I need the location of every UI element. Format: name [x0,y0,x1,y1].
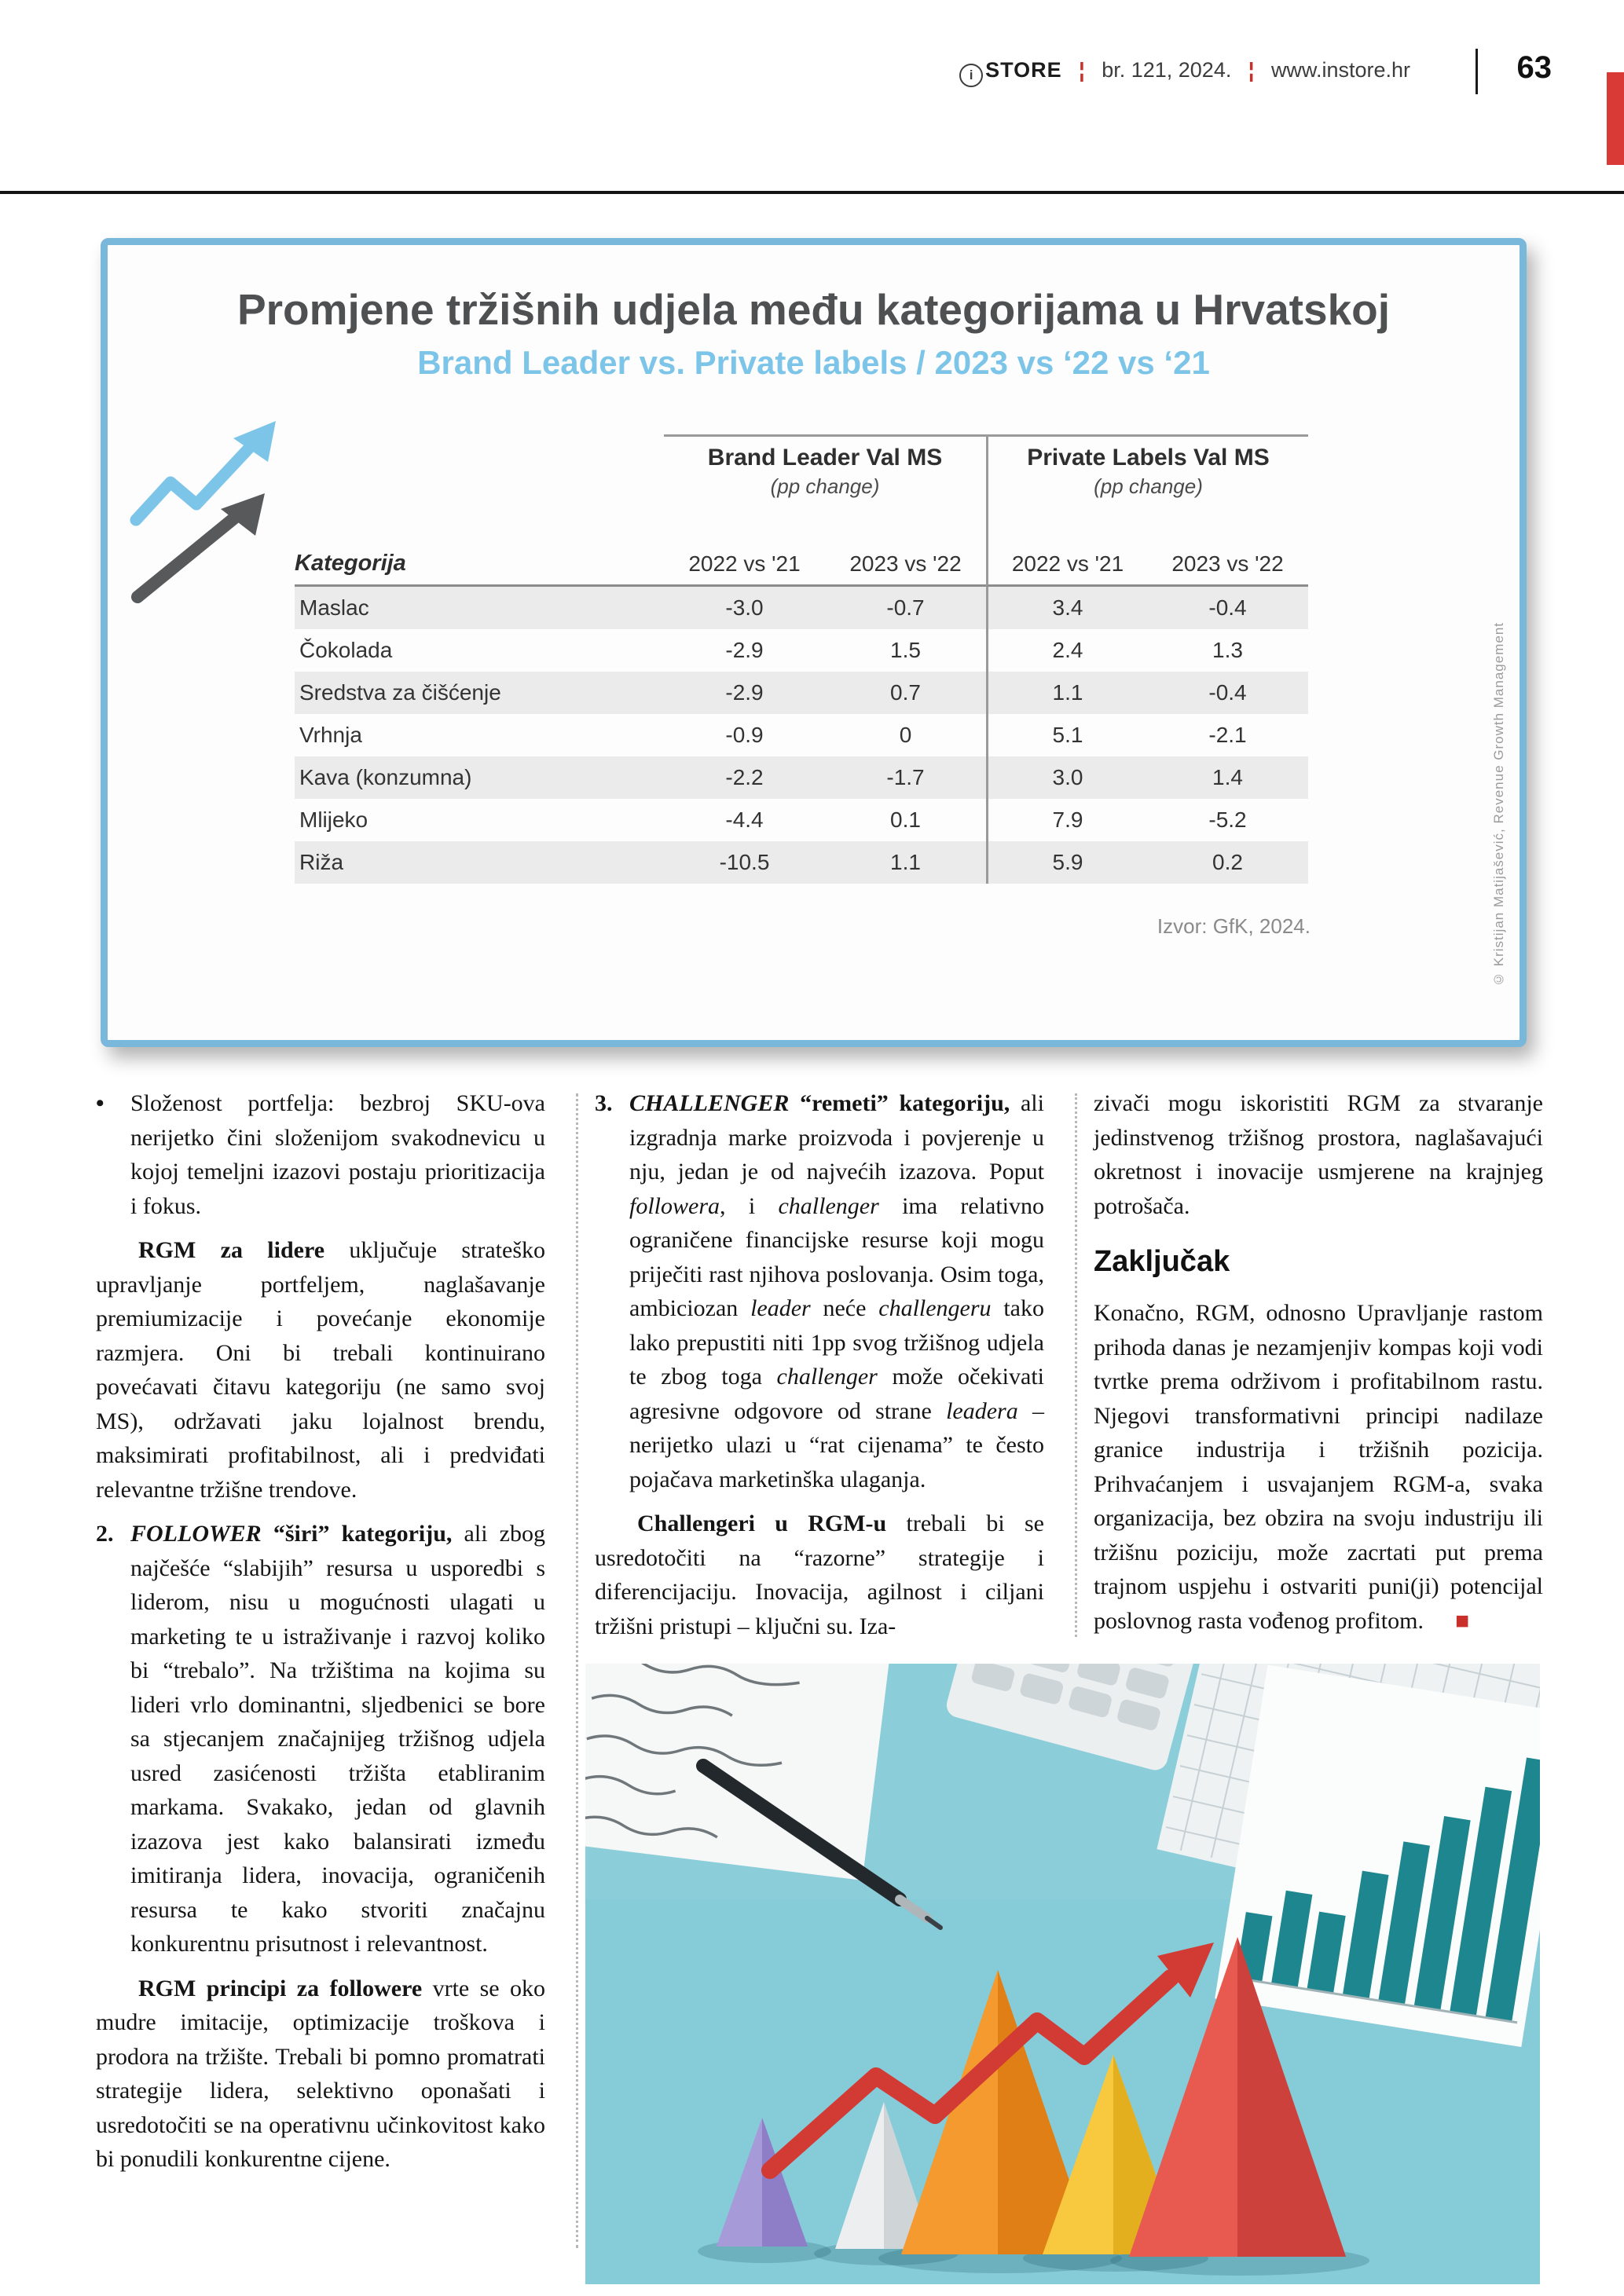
paragraph: zivači mogu iskoristiti RGM za stvaranje jedinstvenog tržišnog prostora, naglašavajući okretnost i inovacije usmjerene na krajnjeg potrošača. [1094,1090,1543,1219]
column-separator [576,1093,578,2248]
chart-source: Izvor: GfK, 2024. [1157,914,1311,938]
group-sub: (pp change) [770,474,880,498]
value-cell: -0.4 [1147,587,1308,629]
value-cell: 1.1 [825,841,986,884]
growth-concept-photo [585,1664,1540,2284]
value-cell: -2.2 [664,756,825,799]
category-cell: Mlijeko [299,807,368,832]
paragraph: 3. CHALLENGER “remeti” kategoriju, ali izgradnja marke proizvoda i povjerenje u nju, jedan je od najvećih izazova. Poput followera, i challenger ima relativno ograničene financijske resurse koji mogu priječiti rast njihova poslovanja. Osim toga, ambiciozan leader neće challengeru tako lako prepustiti niti 1pp svog tržišnog udjela te zbog toga challenger može očekivati agresivne odgovore od strane leadera – nerijetko ulazi u “rat cijenama” te često pojačava marketinška ulaganja. [595,1086,1044,1496]
separator: ¦ [1248,58,1255,82]
column-separator [1075,1093,1077,1637]
column-header: 2022 vs '21 [664,536,825,587]
group-header-private-labels [986,434,1308,536]
value-cell: -0.7 [825,587,986,629]
value-cell: -2.1 [1208,723,1247,747]
separator: ¦ [1079,58,1085,82]
value-cell: -5.2 [1208,807,1247,832]
header-meta [959,58,1410,87]
header-rule [0,191,1624,194]
section-heading: Zaključak [1094,1245,1230,1278]
value-cell: 0 [899,723,912,747]
value-cell: -1.7 [825,756,986,799]
end-mark: ■ [1454,1607,1470,1634]
category-cell: Riža [295,841,664,884]
column-header: 2023 vs '22 [1147,536,1308,587]
value-cell: -0.4 [1147,672,1308,714]
category-cell: Čokolada [299,638,393,662]
column-header: 2023 vs '22 [825,536,986,587]
value-cell: 1.4 [1147,756,1308,799]
chart-title: Promjene tržišnih udjela među kategorijama u Hrvatskoj [236,285,1391,334]
value-cell: 1.3 [1212,638,1243,662]
website-url: www.instore.hr [1270,58,1410,82]
notebook [585,1664,894,1880]
value-cell: 7.9 [986,799,1147,841]
paragraph: Konačno, RGM, odnosno Upravljanje rastom prihoda danas je nezamjenjiv kompas koji vodi tvrtke prema održivom i profitabilnom rastu. Njegovi transformativni principi nadilaze granice industrija i tržišnih pozicija. Prihvaćanjem i usvajanjem RGM-a, svaka organizacija, bez obzira na svoju industriju ili tržišnu poziciju, može zacrtati put prema trajnom uspjehu i ostvariti puni(ji) potencijal poslovnog rasta vođenog profitom. ■ [1094,1300,1543,1634]
category-cell: Vrhnja [299,723,362,747]
column-header: 2022 vs '21 [986,536,1147,587]
value-cell: -2.9 [664,672,825,714]
article-column-3 [1094,1086,1543,1648]
value-cell: -3.0 [664,587,825,629]
paragraph: • Složenost portfelja: bezbroj SKU-ova nerijetko čini složenijom svakodnevicu u kojoj temeljni izazovi postaju prioritizacija i fokus. [96,1086,545,1223]
magazine-logo: STORE [985,58,1062,82]
table-corner [295,434,664,536]
article-column-2 [595,1086,1044,1653]
value-cell: 2.4 [986,629,1147,672]
value-cell: -0.9 [725,723,764,747]
value-cell: -10.5 [664,841,825,884]
group-label: Brand Leader Val MS [707,445,943,471]
value-cell: -4.4 [725,807,764,832]
header-divider [1476,49,1478,94]
page-number: 63 [1516,50,1552,85]
value-cell: 0.1 [890,807,921,832]
paragraph: RGM principi za followere vrte se oko mudre imitacije, optimizacije troškova i prodora na tržište. Trebali bi pomno promatrati strategije lidera, selektivno oponašati i usredotočiti se na operativnu učinkovitost kako bi ponudili konkurentne cijene. [96,1975,545,2172]
category-cell: Maslac [295,587,664,629]
paragraph: RGM za lidere uključuje strateško upravljanje portfeljem, naglašavanje premiumizacije i povećanje ekonomije razmjera. Oni bi trebali kontinuirano povećavati čitavu kategoriju (ne samo svoj MS), održavati jaku lojalnost brendu, maksimirati profitabilnost, ali i predviđati relevantne tržišne trendove. [96,1237,546,1503]
issue-number: br. 121, 2024. [1102,58,1232,82]
article-column-1 [96,1086,545,2187]
column-header-category: Kategorija [295,536,664,587]
value-cell: 5.9 [986,841,1147,884]
group-sub: (pp change) [1094,474,1203,498]
value-cell: 0.2 [1147,841,1308,884]
page-edge-marker [1607,72,1624,165]
value-cell: 5.1 [986,714,1147,756]
value-cell: 1.1 [986,672,1147,714]
chart-watermark: © Kristijan Matijašević, Revenue Growth Management [1491,622,1506,987]
list-number: 2. [96,1521,114,1547]
page-header [0,49,1624,104]
paragraph: 2. FOLLOWER “širi” kategoriju, ali zbog najčešće “slabijih” resursa u usporedbi s liderom, nisu u mogućnosti ulagati u marketing te u istraživanje i razvoj koliko bi “trebalo”. Na tržištima na kojima su lideri vrlo dominantni, sljedbenici se bore sa stjecanjem značajnijeg tržišnog udjela usred zasićenosti tržišta etabliranim markama. Svakako, jedan od glavnih izazova jest kako balansirati između imitiranja lidera, inovacija, ograničenih resursa te kako stvoriti značajnu konkurentnu prisutnost i relevantnost. [96,1517,545,1961]
category-cell: Kava (konzumna) [295,756,664,799]
group-label: Private Labels Val MS [1027,445,1270,471]
market-share-table [295,434,1308,884]
paragraph: Challengeri u RGM-u trebali bi se usredotočiti na “razorne” strategije i diferencijaciju. Inovacija, agilnost i ciljani tržišni pristupi – ključni su. Iza- [595,1511,1044,1639]
value-cell: 0.7 [825,672,986,714]
category-cell: Sredstva za čišćenje [295,672,664,714]
value-cell: -2.9 [725,638,764,662]
list-number: 3. [595,1090,613,1116]
value-cell: 3.0 [986,756,1147,799]
group-header-brand-leader [664,434,986,536]
logo-icon: i [959,64,983,87]
market-share-chart-box [101,238,1527,1047]
bullet-marker: • [96,1090,104,1116]
value-cell: 1.5 [890,638,921,662]
chart-subtitle: Brand Leader vs. Private labels / 2023 vs ‘22 vs ‘21 [417,344,1210,381]
value-cell: 3.4 [986,587,1147,629]
bar-chart-paper [1215,1665,1540,2047]
